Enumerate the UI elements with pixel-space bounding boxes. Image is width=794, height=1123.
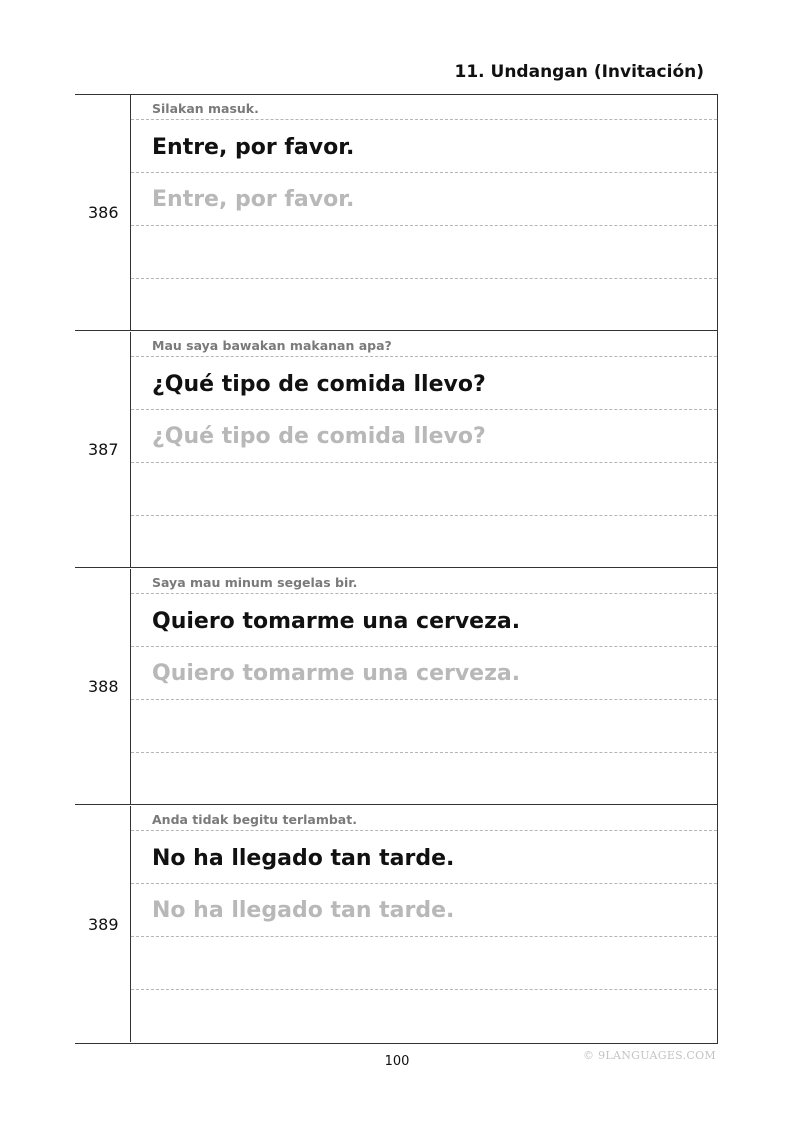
source-sentence: Mau saya bawakan makanan apa?: [152, 338, 392, 353]
guide-line: [131, 883, 717, 884]
entry-number: 386: [75, 95, 131, 330]
guide-line: [131, 593, 717, 594]
guide-line: [131, 646, 717, 647]
guide-line: [131, 936, 717, 937]
target-sentence: No ha llegado tan tarde.: [152, 846, 455, 871]
guide-line: [131, 356, 717, 357]
entry-number: 387: [75, 332, 131, 567]
guide-line: [131, 752, 717, 753]
source-sentence: Saya mau minum segelas bir.: [152, 575, 358, 590]
guide-line: [131, 462, 717, 463]
trace-sentence: ¿Qué tipo de comida llevo?: [152, 424, 486, 449]
writing-lines: [131, 806, 717, 1042]
entry-row: [75, 332, 717, 568]
writing-lines: [131, 569, 717, 804]
source-sentence: Silakan masuk.: [152, 101, 259, 116]
guide-line: [131, 225, 717, 226]
guide-line: [131, 409, 717, 410]
copyright-notice: © 9LANGUAGES.COM: [583, 1049, 716, 1062]
trace-sentence: No ha llegado tan tarde.: [152, 898, 455, 923]
guide-line: [131, 989, 717, 990]
target-sentence: Quiero tomarme una cerveza.: [152, 609, 521, 634]
entry-row: [75, 95, 717, 331]
entry-number: 389: [75, 806, 131, 1042]
guide-line: [131, 699, 717, 700]
page-header: 11. Undangan (Invitación): [454, 62, 704, 82]
writing-lines: [131, 95, 717, 330]
entry-number: 388: [75, 569, 131, 804]
target-sentence: Entre, por favor.: [152, 135, 355, 160]
guide-line: [131, 172, 717, 173]
guide-line: [131, 830, 717, 831]
practice-table: [75, 94, 718, 1044]
guide-line: [131, 278, 717, 279]
page-number: 100: [384, 1054, 410, 1069]
writing-lines: [131, 332, 717, 567]
trace-sentence: Quiero tomarme una cerveza.: [152, 661, 521, 686]
guide-line: [131, 515, 717, 516]
guide-line: [131, 119, 717, 120]
entry-row: [75, 806, 717, 1042]
entry-row: [75, 569, 717, 805]
trace-sentence: Entre, por favor.: [152, 187, 355, 212]
target-sentence: ¿Qué tipo de comida llevo?: [152, 372, 486, 397]
source-sentence: Anda tidak begitu terlambat.: [152, 812, 357, 827]
